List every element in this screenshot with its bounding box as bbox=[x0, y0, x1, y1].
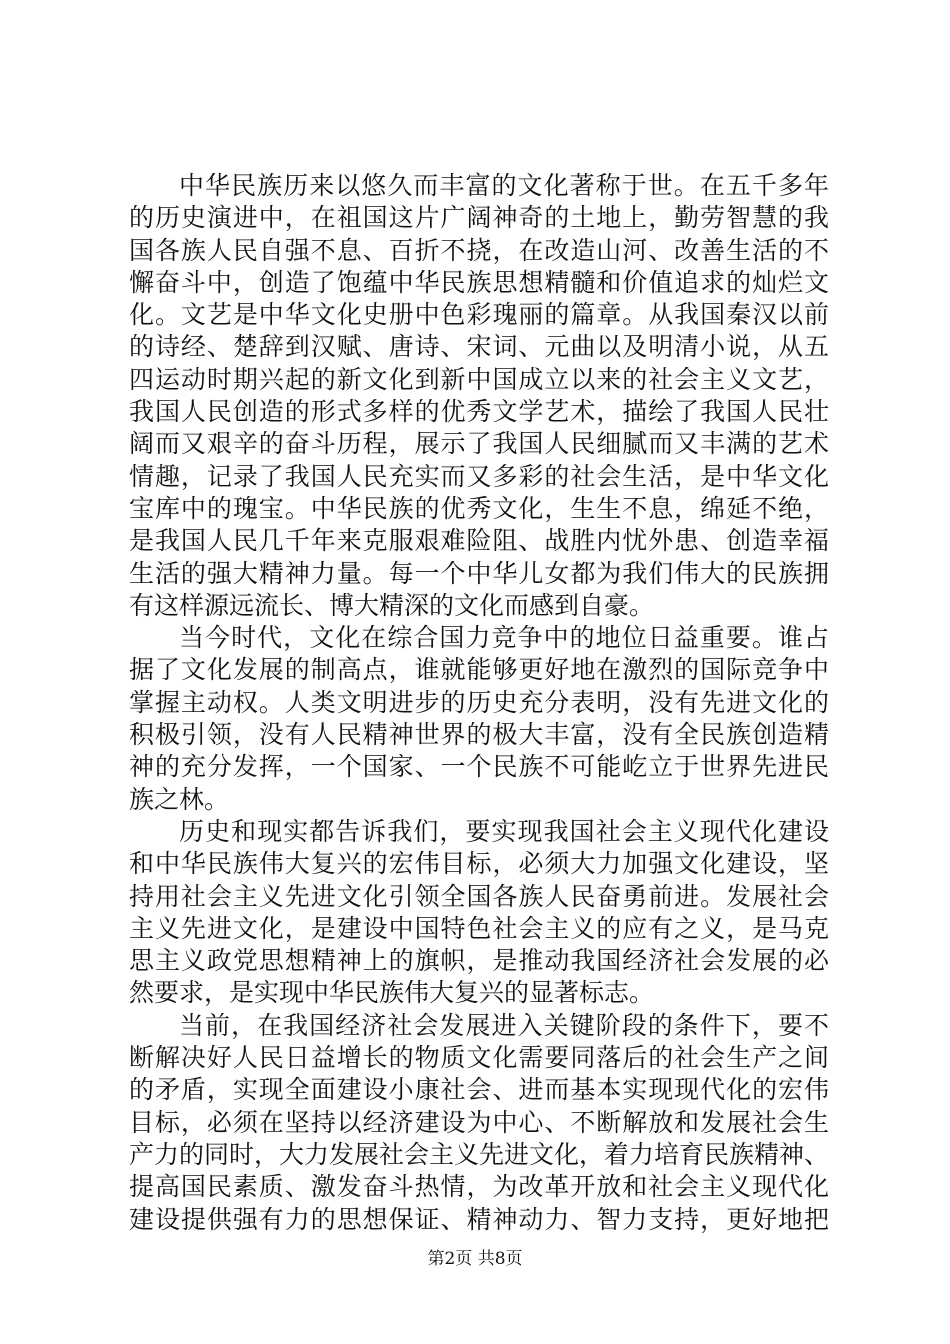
text-line: 的矛盾，实现全面建设小康社会、进而基本实现现代化的宏伟 bbox=[129, 1075, 829, 1105]
text-line: 是我国人民几千年来克服艰难险阻、战胜内忧外患、创造幸福 bbox=[129, 526, 829, 556]
paragraph bbox=[129, 816, 829, 1010]
text-line: 持用社会主义先进文化引领全国各族人民奋勇前进。发展社会 bbox=[129, 881, 829, 911]
text-line: 当前，在我国经济社会发展进入关键阶段的条件下，要不 bbox=[179, 1010, 829, 1040]
text-line: 掌握主动权。人类文明进步的历史充分表明，没有先进文化的 bbox=[129, 687, 829, 717]
text-line: 神的充分发挥，一个国家、一个民族不可能屹立于世界先进民 bbox=[129, 752, 829, 782]
text-line: 思主义政党思想精神上的旗帜，是推动我国经济社会发展的必 bbox=[129, 946, 829, 976]
text-line: 的历史演进中，在祖国这片广阔神奇的土地上，勤劳智慧的我 bbox=[129, 203, 829, 233]
text-line: 据了文化发展的制高点，谁就能够更好地在激烈的国际竞争中 bbox=[129, 655, 829, 685]
text-line: 阔而又艰辛的奋斗历程，展示了我国人民细腻而又丰满的艺术 bbox=[129, 429, 829, 459]
text-line: 历史和现实都告诉我们，要实现我国社会主义现代化建设 bbox=[179, 816, 829, 846]
text-line: 当今时代，文化在综合国力竞争中的地位日益重要。谁占 bbox=[179, 623, 829, 653]
text-line: 积极引领，没有人民精神世界的极大丰富，没有全民族创造精 bbox=[129, 720, 829, 750]
page-footer: 第2页 共8页 bbox=[427, 1249, 523, 1269]
paragraph bbox=[129, 170, 829, 622]
text-line: 国各族人民自强不息、百折不挠，在改造山河、改善生活的不 bbox=[129, 235, 829, 265]
text-line: 化。文艺是中华文化史册中色彩瑰丽的篇章。从我国秦汉以前 bbox=[129, 300, 829, 330]
text-line: 和中华民族伟大复兴的宏伟目标，必须大力加强文化建设，坚 bbox=[129, 849, 829, 879]
text-line: 有这样源远流长、博大精深的文化而感到自豪。 bbox=[129, 590, 655, 620]
text-line: 情趣，记录了我国人民充实而又多彩的社会生活，是中华文化 bbox=[129, 461, 829, 491]
document-body bbox=[129, 170, 829, 1236]
text-line: 建设提供强有力的思想保证、精神动力、智力支持，更好地把 bbox=[129, 1204, 829, 1234]
text-line: 的诗经、楚辞到汉赋、唐诗、宋词、元曲以及明清小说，从五 bbox=[129, 332, 829, 362]
text-line: 目标，必须在坚持以经济建设为中心、不断解放和发展社会生 bbox=[129, 1107, 829, 1137]
text-line: 提高国民素质、激发奋斗热情，为改革开放和社会主义现代化 bbox=[129, 1172, 829, 1202]
text-line: 生活的强大精神力量。每一个中华儿女都为我们伟大的民族拥 bbox=[129, 558, 829, 588]
text-line: 四运动时期兴起的新文化到新中国成立以来的社会主义文艺， bbox=[129, 364, 829, 394]
paragraph bbox=[129, 1010, 829, 1236]
paragraph bbox=[129, 622, 829, 816]
text-line: 产力的同时，大力发展社会主义先进文化，着力培育民族精神、 bbox=[129, 1139, 830, 1169]
text-line: 宝库中的瑰宝。中华民族的优秀文化，生生不息，绵延不绝， bbox=[129, 493, 829, 523]
text-line: 中华民族历来以悠久而丰富的文化著称于世。在五千多年 bbox=[179, 171, 829, 200]
text-line: 懈奋斗中，创造了饱蕴中华民族思想精髓和价值追求的灿烂文 bbox=[129, 267, 829, 297]
text-line: 断解决好人民日益增长的物质文化需要同落后的社会生产之间 bbox=[129, 1043, 829, 1073]
text-line: 主义先进文化，是建设中国特色社会主义的应有之义，是马克 bbox=[129, 913, 829, 943]
text-line: 然要求，是实现中华民族伟大复兴的显著标志。 bbox=[129, 978, 655, 1008]
text-line: 族之林。 bbox=[129, 784, 230, 814]
text-line: 我国人民创造的形式多样的优秀文学艺术，描绘了我国人民壮 bbox=[129, 397, 829, 427]
